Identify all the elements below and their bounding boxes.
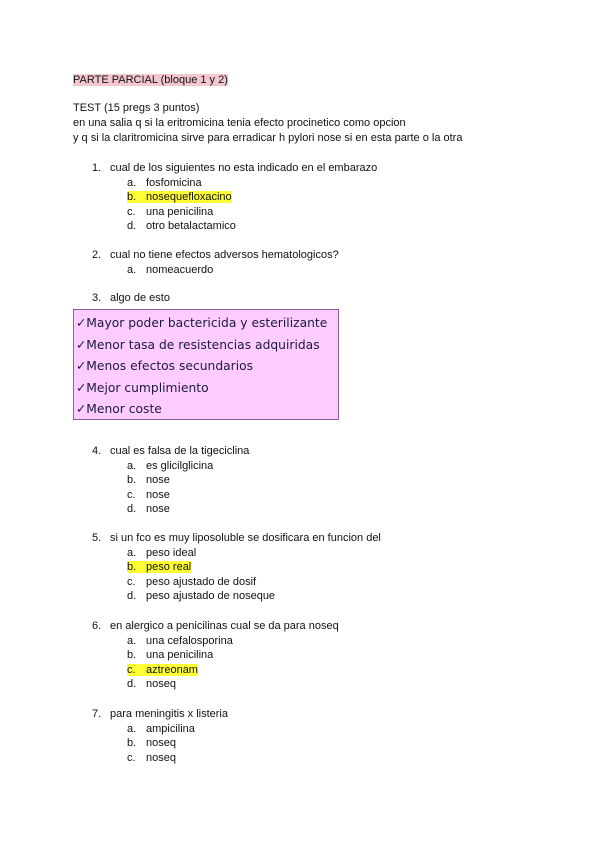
answer-option (127, 488, 170, 502)
note-line: en una salia q si la eritromicina tenia efecto procinetico como opcion (73, 117, 406, 129)
option-text: nose (146, 503, 170, 516)
answer-option (127, 677, 176, 691)
option-letter: d. (127, 503, 137, 516)
question-text: cual de los siguientes no esta indicado en el embarazo (110, 162, 378, 174)
question-number: 7. (92, 708, 102, 720)
document-title: PARTE PARCIAL (bloque 1 y 2) (73, 74, 228, 86)
answer-option (127, 648, 213, 662)
answer-option (127, 546, 196, 560)
box-item: ✓Mayor poder bactericida y esterilizante (76, 316, 328, 330)
option-text: aztreonam (146, 663, 198, 676)
option-letter: a. (127, 176, 137, 189)
option-text: ampicilina (146, 722, 195, 735)
highlighted-image-box (73, 309, 339, 420)
option-text: peso ajustado de dosif (146, 575, 257, 588)
option-letter: a. (127, 459, 137, 472)
question-text: para meningitis x listeria (110, 708, 228, 720)
question-number: 1. (92, 162, 102, 174)
option-text: nose (146, 474, 170, 487)
option-letter: b. (127, 649, 137, 662)
answer-option (127, 663, 198, 677)
answer-option (127, 190, 232, 204)
question (92, 161, 378, 233)
option-letter: c. (127, 575, 136, 588)
answer-option (127, 575, 256, 589)
option-letter: a. (127, 263, 137, 276)
answer-option (127, 473, 170, 487)
option-text: una penicilina (146, 649, 214, 662)
option-letter: c. (127, 751, 136, 764)
option-text: nomeacuerdo (146, 263, 214, 276)
option-letter: a. (127, 722, 137, 735)
option-text: otro betalactamico (146, 220, 236, 233)
question-text: cual no tiene efectos adversos hematologicos? (110, 249, 339, 261)
question (92, 444, 250, 516)
answer-option (127, 589, 275, 603)
option-text: una penicilina (146, 205, 214, 218)
question-number: 6. (92, 620, 102, 632)
option-letter: d. (127, 590, 137, 603)
option-letter: c. (127, 488, 136, 501)
box-item: ✓Menor coste (76, 402, 162, 417)
answer-option (127, 502, 170, 516)
option-text: una cefalosporina (146, 634, 233, 647)
box-item: ✓Menos efectos secundarios (76, 359, 254, 374)
answer-option (127, 634, 233, 648)
option-letter: b. (127, 474, 137, 487)
question-number: 5. (92, 532, 102, 544)
option-letter: b. (127, 191, 137, 204)
option-letter: a. (127, 634, 137, 647)
question (92, 619, 339, 691)
option-text: peso real (146, 561, 192, 574)
answer-option (127, 219, 236, 233)
question-number: 2. (92, 249, 102, 261)
answer-option (127, 459, 213, 473)
question-text: cual es falsa de la tigeciclina (110, 445, 250, 457)
box-item: ✓Menor tasa de resistencias adquiridas (76, 337, 320, 352)
option-letter: d. (127, 220, 137, 233)
option-letter: a. (127, 546, 137, 559)
answer-option (127, 560, 191, 574)
question-text: algo de esto (110, 292, 170, 304)
option-text: es glicilglicina (146, 459, 214, 472)
option-text: peso ideal (146, 546, 197, 559)
option-letter: b. (127, 561, 137, 574)
question (92, 291, 170, 305)
option-letter: b. (127, 737, 137, 750)
question-text: en alergico a penicilinas cual se da para noseq (110, 620, 339, 632)
question-text: si un fco es muy liposoluble se dosificara en funcion del (110, 532, 381, 544)
answer-option (127, 263, 213, 277)
answer-option (127, 751, 176, 765)
option-text: nose (146, 488, 170, 501)
option-text: peso ajustado de noseque (146, 590, 276, 603)
option-text: noseq (146, 678, 176, 691)
answer-option (127, 736, 176, 750)
question (92, 707, 228, 764)
option-text: nosequefloxacino (146, 191, 232, 204)
question-number: 4. (92, 445, 102, 457)
option-letter: d. (127, 678, 137, 691)
note-line: y q si la claritromicina sirve para erradicar h pylori nose si en esta parte o la otra (73, 132, 463, 144)
question (92, 248, 339, 276)
answer-option (127, 205, 213, 219)
box-item: ✓Mejor cumplimiento (76, 380, 209, 395)
answer-option (127, 176, 202, 190)
option-letter: c. (127, 205, 136, 218)
option-text: noseq (146, 751, 176, 764)
option-text: noseq (146, 737, 176, 750)
answer-option (127, 722, 195, 736)
question-number: 3. (92, 292, 102, 304)
option-text: fosfomicina (146, 176, 202, 189)
option-letter: c. (127, 663, 136, 676)
question (92, 531, 381, 603)
test-heading: TEST (15 pregs 3 puntos) (73, 102, 200, 114)
